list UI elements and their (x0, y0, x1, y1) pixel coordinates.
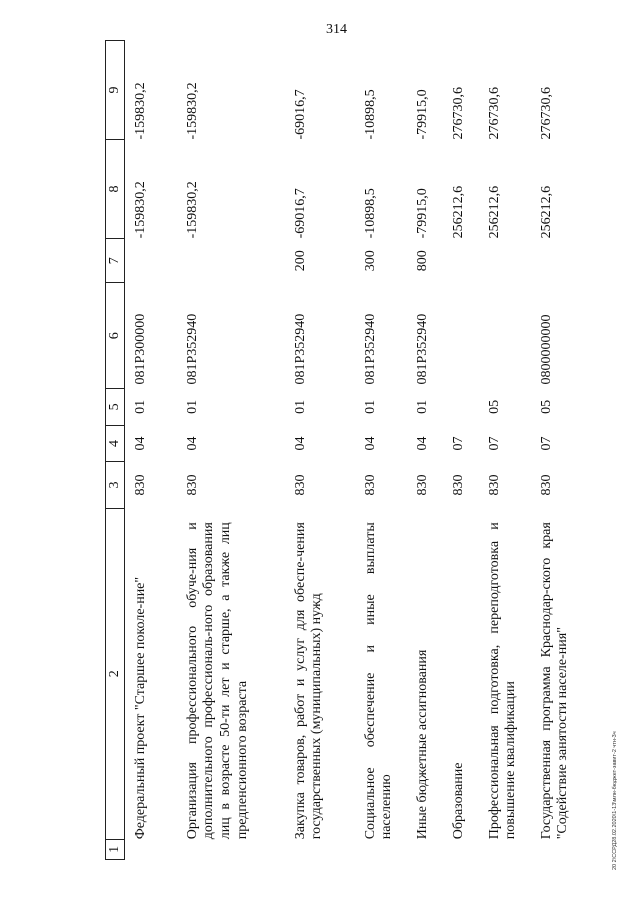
cell-c3: 830 (450, 474, 466, 496)
cell-c3: 830 (184, 474, 200, 496)
col-header-4: 4 (106, 425, 125, 462)
cell-c9: -10898,5 (362, 89, 378, 140)
cell-c8: 256212,6 (450, 185, 466, 239)
table-row (539, 41, 609, 860)
col-header-5: 5 (106, 389, 125, 426)
table-row (133, 41, 185, 860)
cell-c7: 800 (414, 250, 430, 272)
col-header-8: 8 (106, 140, 125, 239)
cell-c6: 081P352940 (414, 313, 430, 385)
cell-c5: 01 (184, 399, 200, 414)
cell-c7 (185, 238, 293, 283)
table-row (293, 41, 363, 860)
cell-c9: -69016,7 (292, 89, 308, 140)
cell-c4: 04 (362, 436, 378, 451)
table-row (185, 41, 293, 860)
cell-c9: 276730,6 (538, 87, 554, 140)
cell-c5: 01 (132, 399, 148, 414)
col-header-3: 3 (106, 462, 125, 508)
col-header-2: 2 (106, 508, 125, 839)
cell-c5 (451, 389, 487, 426)
cell-c8: -159830,2 (132, 181, 148, 239)
cell-c7: 300 (362, 250, 378, 272)
cell-c8: 256212,6 (538, 185, 554, 239)
cell-c7 (451, 238, 487, 283)
table-row (363, 41, 415, 860)
row-name: Иные бюджетные ассигнования (414, 649, 430, 840)
cell-c3: 830 (486, 474, 502, 496)
row-name: Государственная программа Краснодар-ского края "Содействие занятости населе-ния" (538, 522, 571, 840)
cell-c4: 04 (132, 436, 148, 451)
row-name: Организация профессионального обуче-ния и дополнительного профессиональ-ного образования лиц в возрасте 50-ти лет и старше, а также лиц предпенсионного возраста (184, 522, 250, 840)
row-name: Социальное обеспечение и иные выплаты населению (362, 522, 395, 840)
row-name: Образование (450, 762, 466, 840)
cell-c6: 0800000000 (538, 314, 554, 385)
cell-c3: 830 (414, 474, 430, 496)
row-name: Федеральный проект "Старшее поколе-ние" (132, 576, 148, 840)
cell-c3: 830 (362, 474, 378, 496)
row-name: Профессиональная подготовка, переподготовка и повышение квалификации (486, 522, 519, 840)
cell-c5: 01 (362, 399, 378, 414)
cell-c5: 05 (538, 399, 554, 414)
budget-table (105, 40, 609, 860)
cell-c5: 05 (486, 399, 502, 414)
cell-c4: 07 (538, 436, 554, 451)
cell-c3: 830 (132, 474, 148, 496)
cell-c4: 04 (292, 436, 308, 451)
cell-c3: 830 (538, 474, 554, 496)
col-header-1: 1 (106, 839, 125, 859)
col-header-9: 9 (106, 41, 125, 140)
table-row (487, 41, 539, 860)
cell-c6: 081P352940 (362, 313, 378, 385)
cell-c8: -79915,0 (414, 188, 430, 239)
cell-c8: -10898,5 (362, 188, 378, 239)
col-header-7: 7 (106, 238, 125, 283)
table-row (451, 41, 487, 860)
cell-c6 (451, 283, 487, 389)
cell-c3: 830 (292, 474, 308, 496)
cell-c9: 276730,6 (450, 87, 466, 140)
cell-c7: 200 (292, 250, 308, 272)
cell-c4: 04 (184, 436, 200, 451)
cell-c7 (487, 238, 539, 283)
cell-c4: 07 (450, 436, 466, 451)
cell-c8: -69016,7 (292, 188, 308, 239)
cell-c4: 04 (414, 436, 430, 451)
cell-c5: 01 (414, 399, 430, 414)
cell-c9: -159830,2 (184, 82, 200, 140)
cell-c6: 081P352940 (184, 313, 200, 385)
page-number: 314 (326, 22, 347, 37)
table-row (415, 41, 451, 860)
cell-c4: 07 (486, 436, 502, 451)
cell-c7 (133, 238, 185, 283)
side-note: 20 2\ССРД28.02.2020\1-13\млн-бюджет-завит-2 чтн-3ч (612, 731, 618, 870)
cell-c7 (539, 238, 609, 283)
col-header-6: 6 (106, 283, 125, 389)
column-number-row (106, 41, 125, 860)
cell-c6: 081P352940 (292, 313, 308, 385)
row-name: Закупка товаров, работ и услуг для обеспе-чения государственных (муниципальных) нужд (292, 522, 325, 840)
cell-c9: -79915,0 (414, 89, 430, 140)
rotated-table-container (105, 40, 605, 860)
cell-c9: -159830,2 (132, 82, 148, 140)
cell-c6: 081P300000 (132, 313, 148, 385)
cell-c6 (487, 283, 539, 389)
cell-c5: 01 (292, 399, 308, 414)
cell-c9: 276730,6 (486, 87, 502, 140)
cell-c8: 256212,6 (486, 185, 502, 239)
cell-c8: -159830,2 (184, 181, 200, 239)
